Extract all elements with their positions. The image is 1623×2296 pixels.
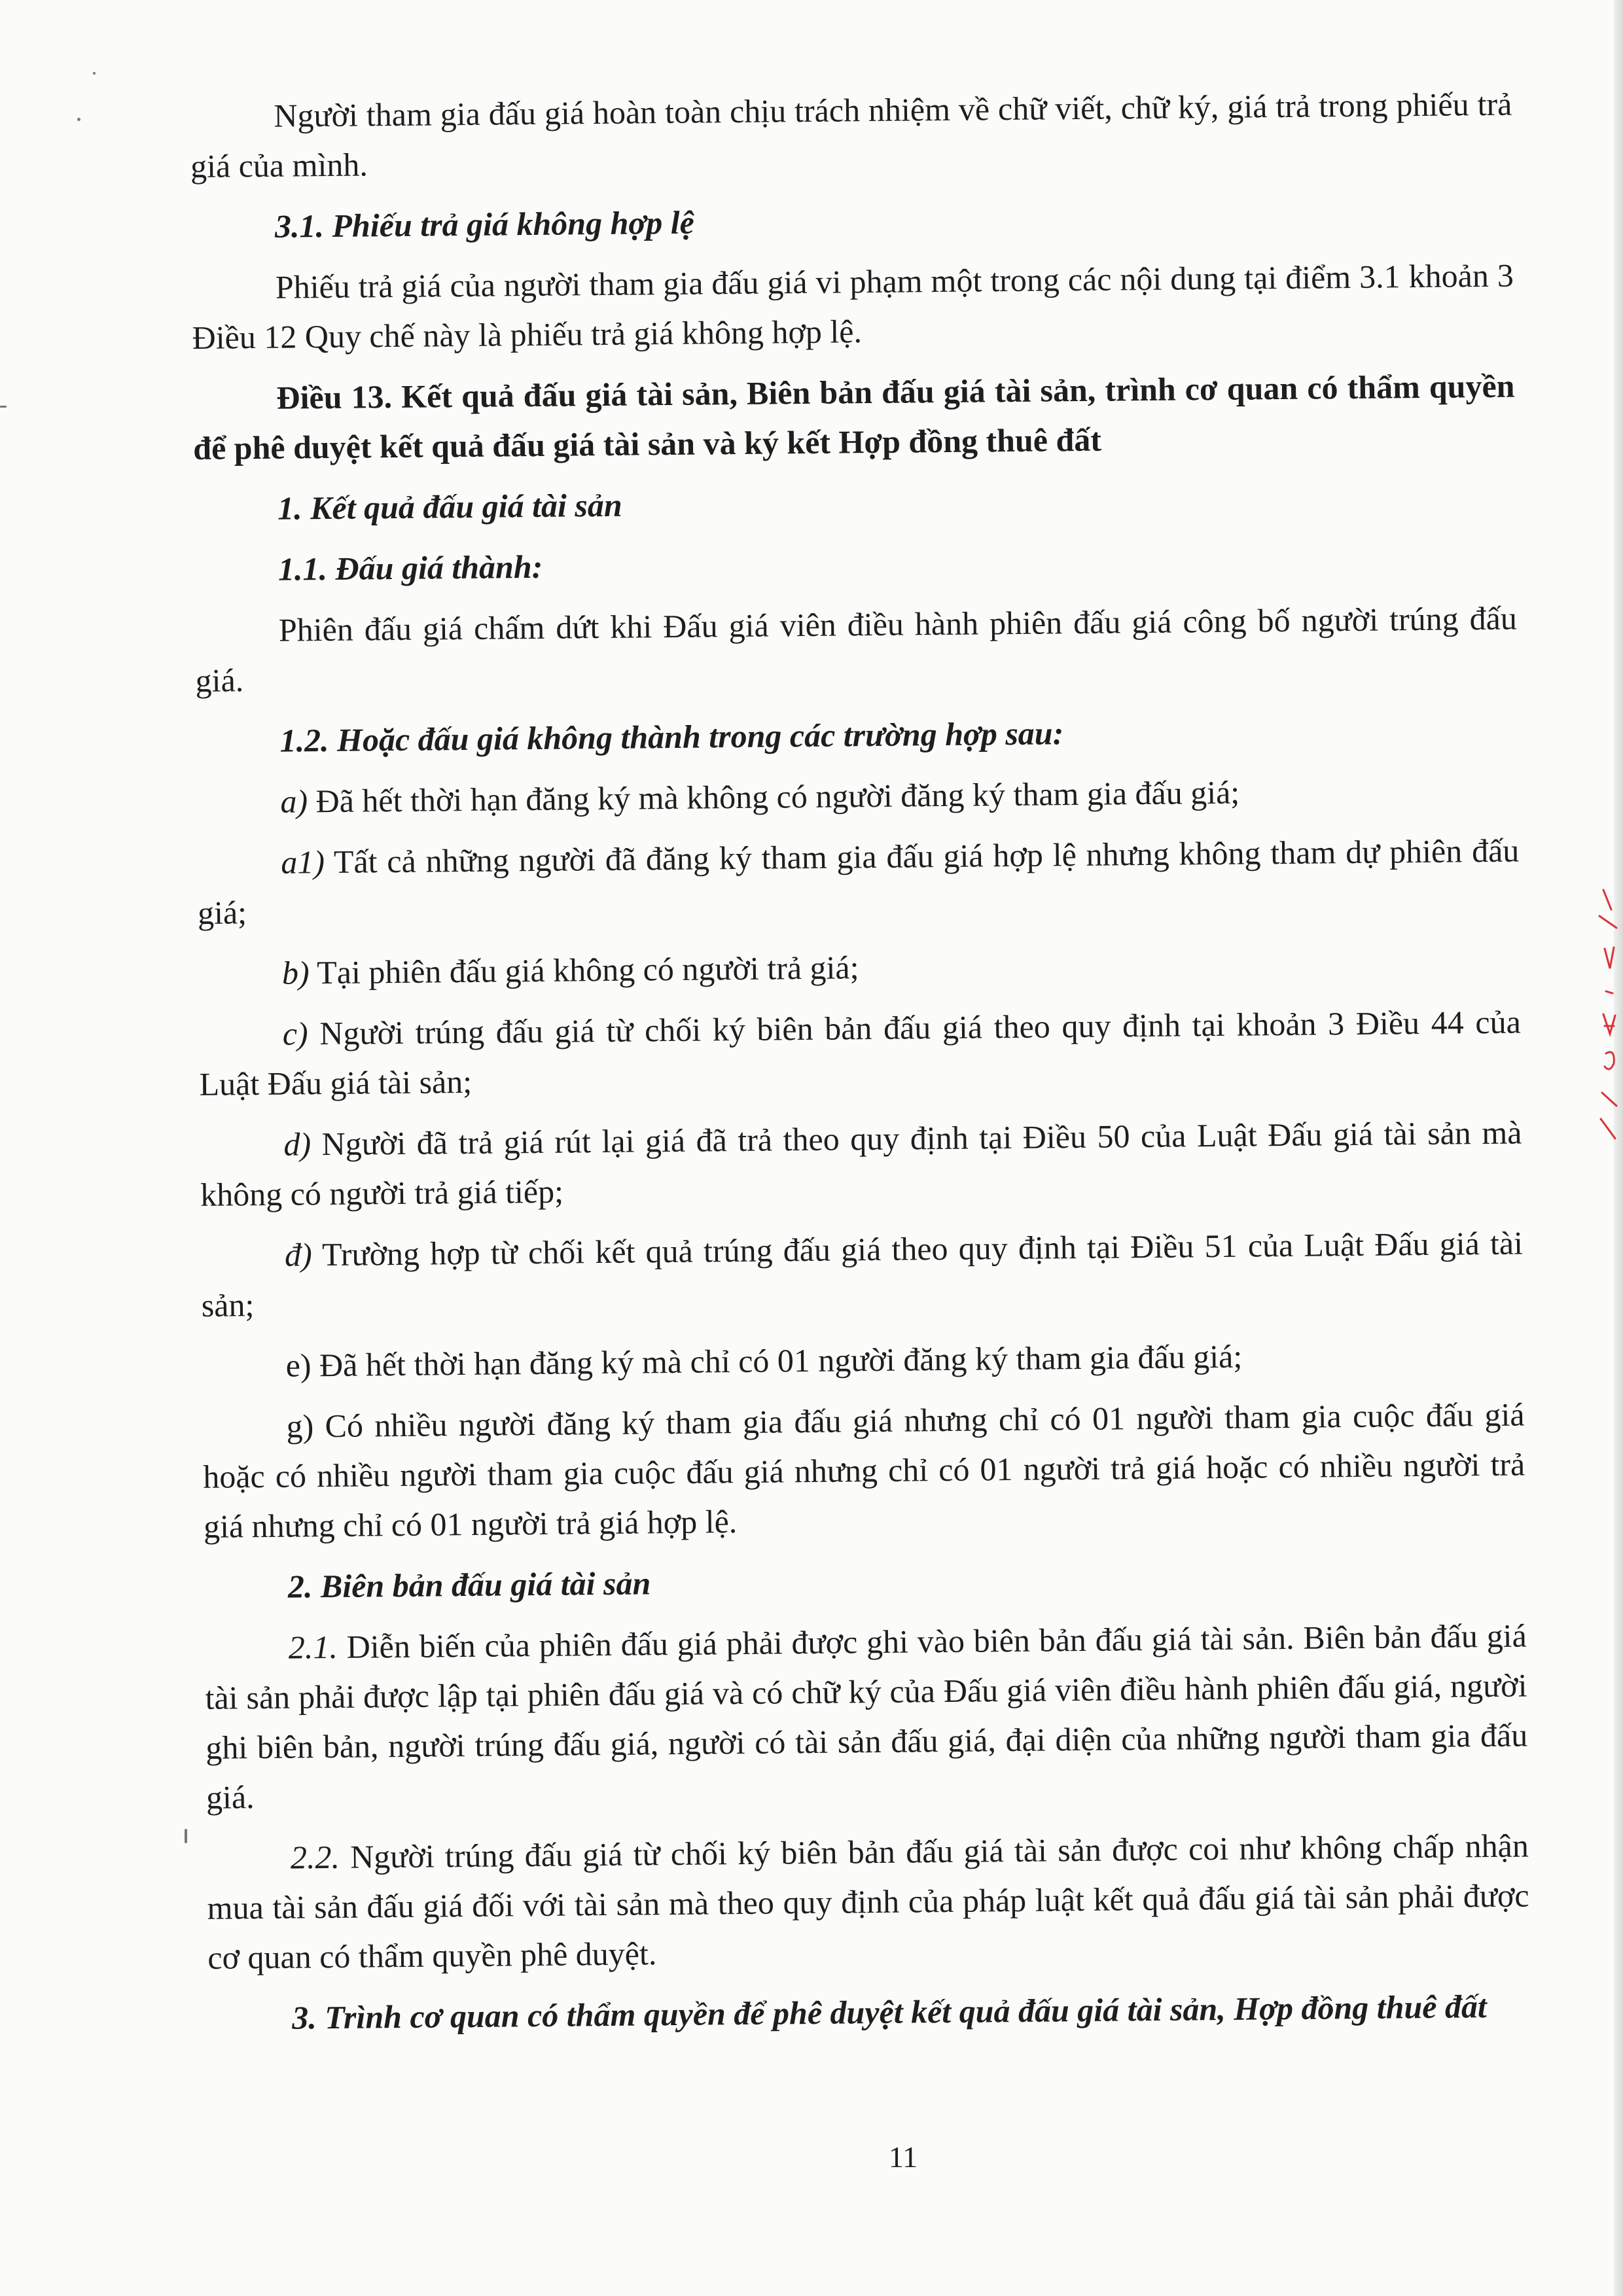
paragraph-2-2-label: 2.2.: [290, 1838, 340, 1876]
paragraph-2-1-text: Diễn biến của phiên đấu giá phải được ghi vào biên bản đấu giá tài sản. Biên bản đấu giá tài sản phải được lập tại phiên đấu giá và có chữ ký của Đấu giá viên điều hành phiên đấu giá, người ghi biên bản, người trúng đấu giá, người có tài sản đấu giá, đại diện của những người tham gia đấu giá.: [205, 1617, 1528, 1816]
list-text-b: Tại phiên đấu giá không có người trả giá;: [309, 949, 859, 991]
scan-speck: [185, 1829, 187, 1843]
list-text-a: Đã hết thời hạn đăng ký mà không có người đăng ký tham gia đấu giá;: [307, 773, 1240, 820]
list-text-c: Người trúng đấu giá từ chối ký biên bản đấu giá theo quy định tại khoản 3 Điều 44 của Luật Đấu giá tài sản;: [199, 1003, 1522, 1103]
list-text-d: Người đã trả giá rút lại giá đã trả theo quy định tại Điều 50 của Luật Đấu giá tài sản mà không có người trả giá tiếp;: [200, 1114, 1522, 1213]
list-label-d: d): [283, 1125, 312, 1163]
paragraph-session-end: Phiên đấu giá chấm dứt khi Đấu giá viên điều hành phiên đấu giá công bố người trúng đấu giá.: [195, 599, 1518, 699]
heading-3-1: 3.1. Phiếu trả giá không hợp lệ: [274, 203, 695, 245]
heading-1-2: 1.2. Hoặc đấu giá không thành trong các trường hợp sau:: [279, 715, 1064, 759]
heading-2: 2. Biên bản đấu giá tài sản: [287, 1564, 651, 1605]
stamp-fragment-icon: [1590, 877, 1623, 1152]
list-label-dd: đ): [284, 1236, 312, 1273]
list-label-a: a): [280, 783, 308, 820]
paragraph-2-1: [204, 1611, 1528, 1822]
heading-1-1: 1.1. Đấu giá thành:: [277, 548, 543, 588]
list-label-b: b): [281, 954, 310, 991]
list-item-a: [196, 765, 1519, 827]
scan-speck: [0, 406, 7, 408]
list-item-e: e) Đã hết thời hạn đăng ký mà chỉ có 01 người đăng ký tham gia đấu giá;: [285, 1337, 1243, 1384]
heading-3: 3. Trình cơ quan có thẩm quyền để phê duyệt kết quả đấu giá tài sản, Hợp đồng thuê đất: [291, 1988, 1488, 2036]
paragraph-2-2-text: Người trúng đấu giá từ chối ký biên bản đấu giá tài sản được coi như không chấp nhận mua tài sản đấu giá đối với tài sản mà theo quy định của pháp luật kết quả đấu giá tài sản phải được cơ quan có thẩm quyền phê duyệt.: [207, 1827, 1529, 1976]
list-item-c: [198, 997, 1521, 1109]
list-item-a1: [197, 826, 1520, 938]
list-text-a1: Tất cả những người đã đăng ký tham gia đấu giá hợp lệ nhưng không tham dự phiên đấu giá;: [197, 832, 1520, 931]
list-text-dd: Trường hợp từ chối kết quả trúng đấu giá theo quy định tại Điều 51 của Luật Đấu giá tài sản;: [201, 1224, 1524, 1324]
list-label-c: c): [282, 1015, 308, 1052]
list-item-g: g) Có nhiều người đăng ký tham gia đấu giá nhưng chỉ có 01 người tham gia cuộc đấu giá hoặc có nhiều người tham gia cuộc đấu giá nhưng chỉ có 01 người trả giá hoặc có nhiều người trả giá nhưng chỉ có 01 người trả giá hợp lệ.: [203, 1396, 1525, 1545]
scan-speck: [77, 118, 80, 121]
paragraph-responsibility: Người tham gia đấu giá hoàn toàn chịu trách nhiệm về chữ viết, chữ ký, giá trả trong phiếu trả giá của mình.: [190, 85, 1512, 185]
list-item-b: [198, 936, 1521, 998]
heading-1: 1. Kết quả đấu giá tài sản: [277, 486, 622, 527]
list-item-d: [200, 1108, 1522, 1220]
list-label-a1: a1): [281, 843, 325, 881]
article-13-title: Điều 13. Kết quả đấu giá tài sản, Biên bản đấu giá tài sản, trình cơ quan có thẩm quyền để phê duyệt kết quả đấu giá tài sản và ký kết Hợp đồng thuê đất: [192, 367, 1515, 467]
paragraph-invalid-bid: Phiếu trả giá của người tham gia đấu giá vi phạm một trong các nội dung tại điểm 3.1 khoản 3 Điều 12 Quy chế này là phiếu trả giá không hợp lệ.: [192, 256, 1514, 356]
page-number: 11: [888, 2140, 918, 2174]
paragraph-2-2: [207, 1820, 1530, 1982]
list-item-dd: [201, 1218, 1524, 1330]
document-body: [190, 79, 1532, 2205]
scan-speck: [93, 72, 96, 75]
paragraph-2-1-label: 2.1.: [288, 1628, 338, 1666]
